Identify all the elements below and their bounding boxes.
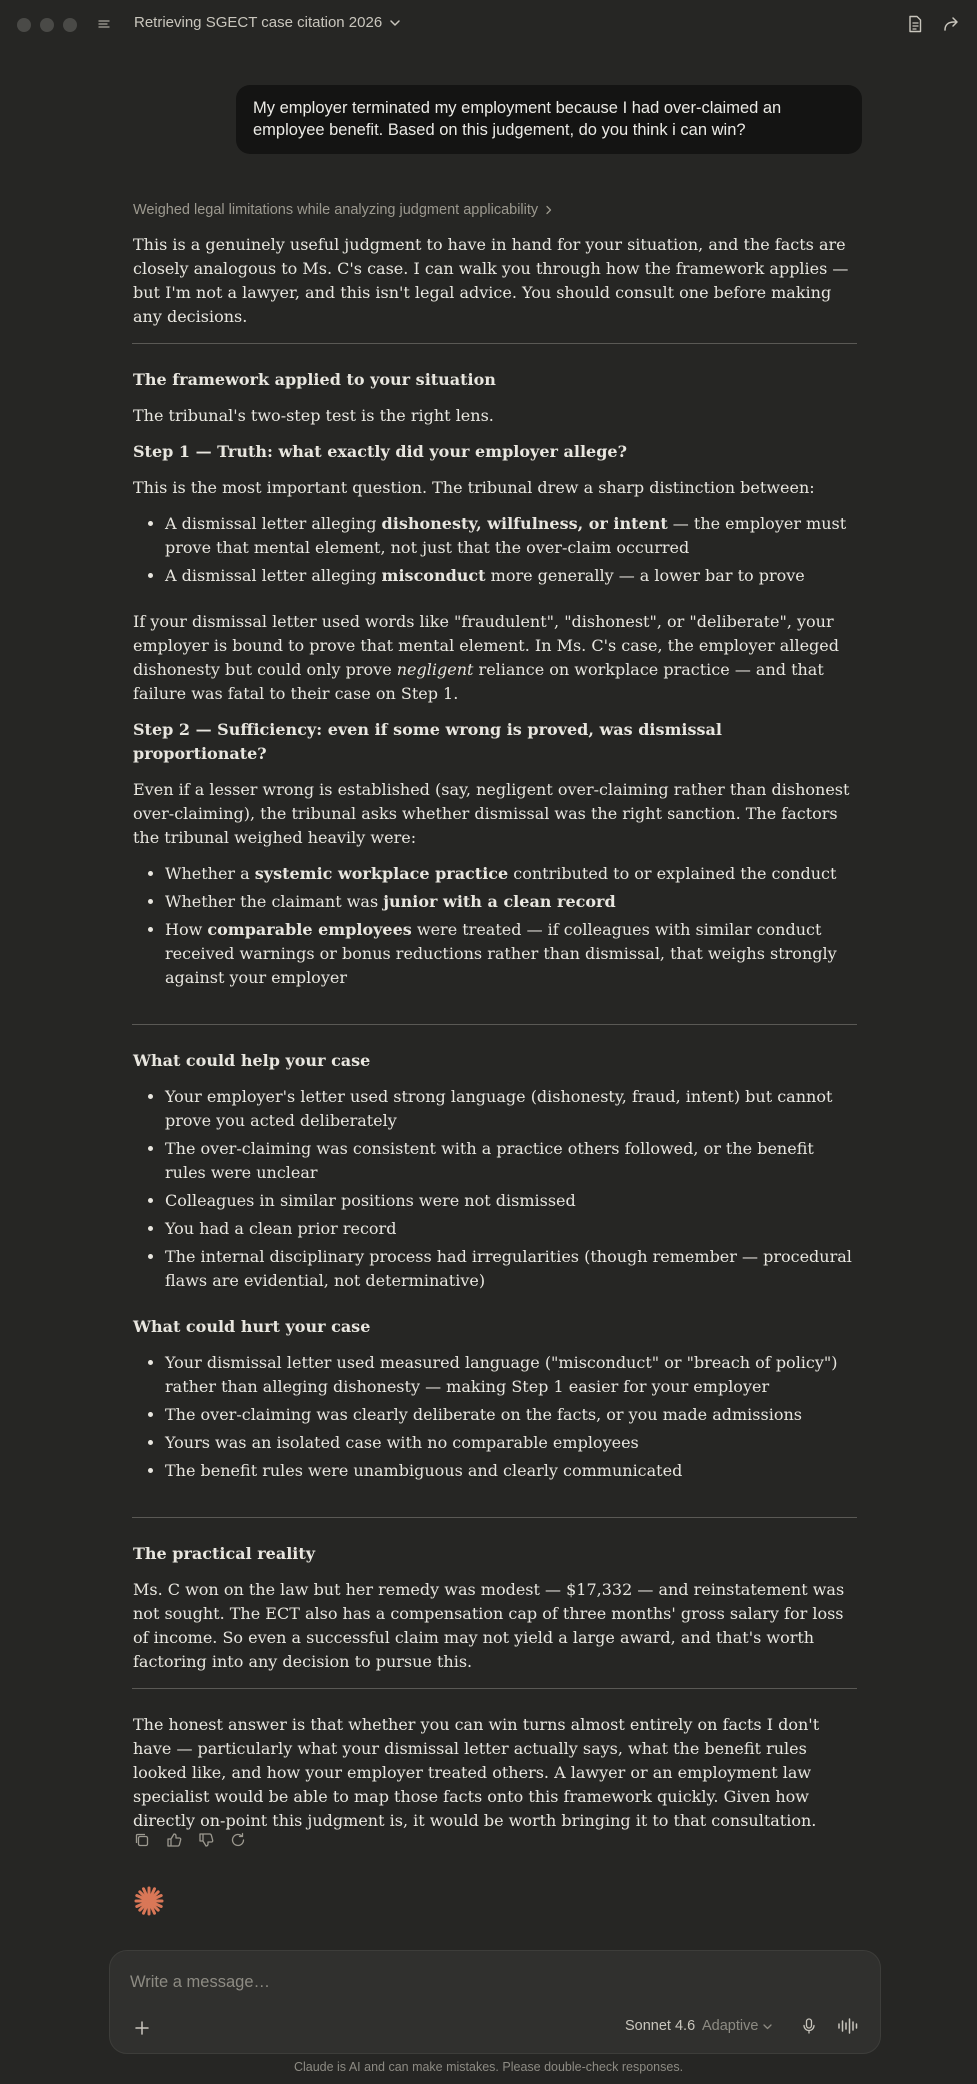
user-message: My employer terminated my employment because I had over-claimed an employee benefit. Based on this judgement, do you think i can win? xyxy=(236,85,862,154)
conversation-title: Retrieving SGECT case citation 2026 xyxy=(134,14,383,31)
section-heading: What could help your case xyxy=(133,1051,371,1070)
step-heading: Step 1 — Truth: what exactly did your employer allege? xyxy=(133,442,627,461)
retry-icon[interactable] xyxy=(229,1831,247,1849)
list-item: • The over-claiming was clearly deliberate on the facts, or you made admissions xyxy=(165,1403,856,1427)
message-composer xyxy=(109,1950,881,2054)
divider xyxy=(132,1517,857,1518)
message-input[interactable] xyxy=(130,1973,830,1992)
list-item: • Whether the claimant was junior with a clean record xyxy=(165,890,856,914)
list-item: • Whether a systemic workplace practice contributed to or explained the conduct xyxy=(165,862,856,886)
section-heading: The practical reality xyxy=(133,1544,316,1563)
thinking-summary-toggle[interactable] xyxy=(133,202,554,218)
assistant-response xyxy=(133,233,856,1845)
window-minimize-button[interactable] xyxy=(40,18,54,32)
disclaimer: Claude is AI and can make mistakes. Please double-check responses. xyxy=(293,2060,684,2074)
bullet-list xyxy=(133,1085,856,1293)
bullet-list xyxy=(133,862,856,990)
response-conclusion: The honest answer is that whether you can win turns almost entirely on facts I don't have — particularly what your dismissal letter actually says, what the benefit rules looked like, and how your employer treated others. A lawyer or an employment law specialist would be able to map those facts onto this framework quickly. Given how directly on-point this judgment is, it would be worth bringing it to that consultation. xyxy=(133,1715,820,1830)
share-icon[interactable] xyxy=(941,14,961,34)
window-maximize-button[interactable] xyxy=(63,18,77,32)
list-item: • Your dismissal letter used measured language ("misconduct" or "breach of policy") rather than alleging dishonesty — making Step 1 easier for your employer xyxy=(165,1351,856,1399)
list-item: • Your employer's letter used strong language (dishonesty, fraud, intent) but cannot prove you acted deliberately xyxy=(165,1085,856,1133)
claude-logo-icon xyxy=(133,1885,165,1917)
list-item: • The benefit rules were unambiguous and clearly communicated xyxy=(165,1459,856,1483)
chevron-down-icon xyxy=(388,16,402,30)
section-heading: What could hurt your case xyxy=(133,1317,371,1336)
menu-icon[interactable] xyxy=(96,16,112,32)
paragraph: Ms. C won on the law but her remedy was modest — $17,332 — and reinstatement was not sought. The ECT also has a compensation cap of three months' gross salary for loss of income. So even a successful claim may not yield a large award, and that's worth factoring into any decision to pursue this. xyxy=(133,1580,845,1671)
list-item: • A dismissal letter alleging misconduct more generally — a lower bar to prove xyxy=(165,564,856,588)
paragraph: If your dismissal letter used words like "fraudulent", "dishonest", or "deliberate", your employer is bound to prove that mental element. In Ms. C's case, the employer alleged dishonesty but could only prove negligent reliance on workplace practice — and that failure was fatal to their case on Step 1. xyxy=(133,612,839,703)
thumbs-up-icon[interactable] xyxy=(165,1831,183,1849)
microphone-icon[interactable] xyxy=(800,2017,818,2035)
plus-icon[interactable] xyxy=(133,2019,151,2037)
conversation-title-dropdown[interactable] xyxy=(134,14,402,31)
title-bar xyxy=(0,0,977,48)
section-heading: The framework applied to your situation xyxy=(133,370,496,389)
divider xyxy=(132,343,857,344)
thinking-summary: Weighed legal limitations while analyzing judgment applicability xyxy=(133,202,539,218)
list-item: • Yours was an isolated case with no comparable employees xyxy=(165,1431,856,1455)
chevron-down-icon xyxy=(762,2021,773,2032)
response-intro: This is a genuinely useful judgment to have in hand for your situation, and the facts are closely analogous to Ms. C's case. I can walk you through how the framework applies — but I'm not a lawyer, and this isn't legal advice. You should consult one before making any decisions. xyxy=(133,235,849,326)
step-heading: Step 2 — Sufficiency: even if some wrong is proved, was dismissal proportionate? xyxy=(133,720,722,763)
copy-icon[interactable] xyxy=(133,1831,151,1849)
divider xyxy=(132,1024,857,1025)
chevron-right-icon xyxy=(544,205,554,215)
bullet-list xyxy=(133,512,856,588)
list-item: • How comparable employees were treated — if colleagues with similar conduct received warnings or bonus reductions rather than dismissal, that weighs strongly against your employer xyxy=(165,918,856,990)
thumbs-down-icon[interactable] xyxy=(197,1831,215,1849)
list-item: • Colleagues in similar positions were not dismissed xyxy=(165,1189,856,1213)
paragraph: This is the most important question. The tribunal drew a sharp distinction between: xyxy=(133,478,815,497)
mode-label: Adaptive xyxy=(702,2018,759,2034)
list-item: • The over-claiming was consistent with a practice others followed, or the benefit rules were unclear xyxy=(165,1137,856,1185)
bullet-list xyxy=(133,1351,856,1483)
list-item: • A dismissal letter alleging dishonesty, wilfulness, or intent — the employer must prove that mental element, not just that the over-claim occurred xyxy=(165,512,856,560)
paragraph: Even if a lesser wrong is established (say, negligent over-claiming rather than dishonest over-claiming), the tribunal asks whether dismissal was the right sanction. The factors the tribunal weighed heavily were: xyxy=(133,780,850,847)
voice-mode-icon[interactable] xyxy=(837,2017,859,2035)
model-selector[interactable]: Sonnet 4.6 xyxy=(625,2018,696,2034)
paragraph: The tribunal's two-step test is the right lens. xyxy=(133,406,494,425)
window-close-button[interactable] xyxy=(17,18,31,32)
list-item: • You had a clean prior record xyxy=(165,1217,856,1241)
message-actions xyxy=(133,1831,247,1849)
divider xyxy=(132,1688,857,1689)
list-item: • The internal disciplinary process had irregularities (though remember — procedural flaws are evidential, not determinative) xyxy=(165,1245,856,1293)
document-icon[interactable] xyxy=(905,14,925,34)
mode-selector[interactable] xyxy=(702,2018,773,2034)
